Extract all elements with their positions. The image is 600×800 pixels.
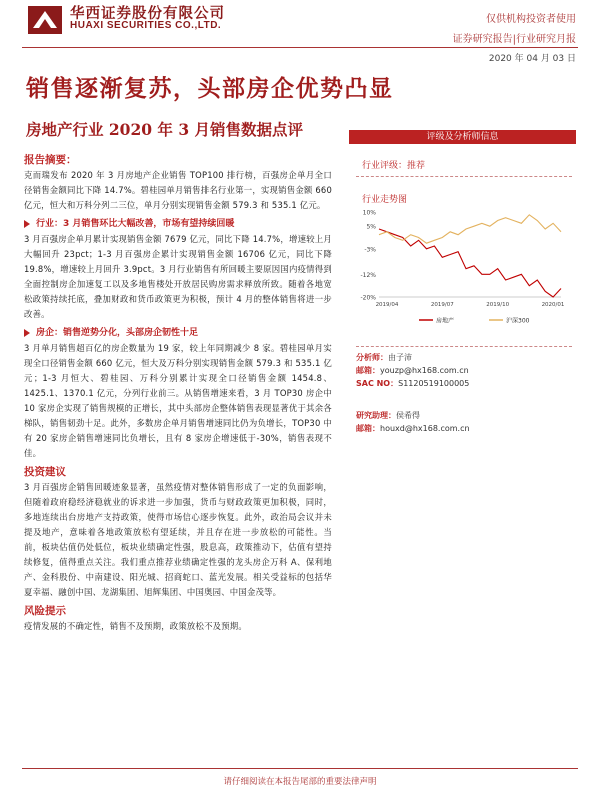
x-tick-label: 2019/10 [486, 302, 510, 308]
summary-text: 克而瑞发布 2020 年 3 月房地产企业销售 TOP100 排行榜，百强房企单月全口径销售金额同比下降 14.7%。碧桂园单月销售排名行业第一，实现销售金额 660 亿元，恒大和万科分列二三位，单月分别实现销售金额 579.3 和 535.1 亿元。 [24, 170, 332, 210]
analyst-divider [356, 346, 572, 347]
company-name-cn: 华西证券股份有限公司 [70, 6, 225, 22]
sac-row [356, 377, 469, 390]
legend-label: 沪深300 [506, 317, 530, 325]
industry-bullet-heading [24, 216, 332, 232]
report-type: 证券研究报告|行业研究月报 [452, 34, 576, 45]
industry-trend-chart [349, 202, 576, 332]
rating-divider [356, 176, 572, 177]
assistant-email[interactable]: houxd@hx168.com.cn [380, 424, 470, 433]
trend-chart-label: 行业走势图 [362, 195, 408, 205]
company-bullet-heading [24, 325, 332, 341]
company-bullet-text: 3 月单月销售超百亿的房企数量为 19 家，较上年同期减少 8 家。碧桂园单月实现全口径销售金额 660 亿元，恒大及万科分别实现销售金额 579.3 和 535.1 亿元；1-3 月恒大、碧桂园、万科分别累计实现全口径销售金额 1454.8、1425.1、1370.1 亿元，分列行业前三。从销售增速来看，3 月 TOP30 房企中 10 家房企实现了销售规模的正增长，其中头部房企整体销售表现显著优于其余各梯队，销售韧劲十足。此外，多数房企单月销售增速同比仍为负增长，TOP30 中有 20 家房企销售增速同比负增长，且有 8 家房企增速低于-30%，销售表现不佳。 [24, 343, 332, 458]
investment-heading: 投资建议 [24, 466, 66, 478]
email-label: 邮箱： [356, 366, 380, 375]
sac-number: S1120519100005 [398, 379, 470, 388]
industry-rating [362, 158, 425, 171]
report-title: 销售逐渐复苏，头部房企优势凸显 [26, 75, 394, 102]
summary-heading: 报告摘要： [24, 154, 77, 166]
report-date: 2020 年 04 月 03 日 [488, 54, 576, 64]
y-tick-label: -3% [364, 246, 376, 254]
analyst-label: 分析师： [356, 353, 388, 362]
analyst-email-row [356, 364, 469, 377]
industry-bullet-text: 3 月百强房企单月累计实现销售金额 7679 亿元，同比下降 14.7%，增速较上月大幅回升 23pct；1-3 月百强房企累计实现销售金额 16706 亿元，同比下降 19.8%，增速较上月回升 3.9pct。3 月行业销售有所回暖主要原因国内疫情得到全面控制房企加速复工以及多地售楼处开放居民购房需求释放所致。随着各地宽松政策持续托底，叠加财政和货币政策更为积极，预计 4 月的整体销售将进一步改善。 [24, 234, 332, 319]
assistant-name: 侯希得 [396, 411, 420, 420]
series-line-real-estate [379, 229, 561, 297]
assistant-row [356, 409, 420, 422]
y-tick-label: -12% [360, 271, 376, 279]
risk-heading: 风险提示 [24, 605, 66, 617]
analyst-email[interactable]: youzp@hx168.com.cn [380, 366, 469, 375]
legend-label: 房地产 [436, 317, 455, 325]
audience-note: 仅供机构投资者使用 [486, 14, 576, 25]
triangle-bullet-icon [24, 220, 30, 228]
legal-notice-footer: 请仔细阅读在本报告尾部的重要法律声明 [223, 777, 377, 787]
x-tick-label: 2019/07 [430, 302, 454, 308]
assistant-label: 研究助理： [356, 411, 396, 420]
sac-label: SAC NO： [356, 379, 399, 388]
x-tick-label: 2019/04 [375, 302, 399, 308]
triangle-bullet-icon [24, 329, 30, 337]
x-tick-label: 2020/01 [541, 302, 565, 308]
header-divider [22, 47, 578, 48]
report-body [24, 152, 332, 634]
rating-section-header: 评级及分析师信息 [349, 130, 576, 144]
company-logo [28, 6, 62, 34]
assistant-email-row [356, 422, 470, 435]
y-tick-label: 5% [366, 223, 376, 231]
footer-divider [22, 768, 578, 769]
investment-text: 3 月百强房企销售回暖迹象显著，虽然疫情对整体销售形成了一定的负面影响，但随着政府稳经济稳就业的诉求进一步加强，货币与财政政策更加积极，同时，多地连续出台房地产支持政策，使得市场信心逐步恢复。此外，政治局会议并未提及地产，意味着各地政策放松有望延续，并且存在进一步放松的可能性。当前，板块估值仍处低位，板块业绩确定性强，股息高，政策推动下，估值有望持续修复，值得重点关注。我们重点推荐业绩确定性强的龙头房企万科 A、保利地产、金科股份、中南建设、阳光城、招商蛇口、蓝光发展。相关受益标的包括华夏幸福、融创中国、龙湖集团、旭辉集团、中国奥园、中国金茂等。 [24, 482, 332, 597]
rating-value: 推荐 [407, 161, 426, 171]
series-line-csi300 [379, 215, 561, 243]
email-label: 邮箱： [356, 424, 380, 433]
report-subtitle: 房地产行业 2020 年 3 月销售数据点评 [26, 120, 304, 139]
industry-bullet-label: 行业：3 月销售环比大幅改善，市场有望持续回暖 [36, 219, 235, 229]
company-name-en: HUAXI SECURITIES CO.,LTD. [70, 20, 222, 31]
y-tick-label: -20% [360, 294, 376, 302]
rating-label: 行业评级： [362, 161, 408, 171]
y-tick-label: 10% [362, 209, 376, 217]
analyst-name: 由子沛 [388, 353, 412, 362]
analyst-row [356, 351, 412, 364]
company-bullet-label: 房企：销售逆势分化，头部房企韧性十足 [36, 328, 199, 338]
risk-text: 疫情发展的不确定性，销售不及预期，政策放松不及预期。 [24, 621, 247, 631]
